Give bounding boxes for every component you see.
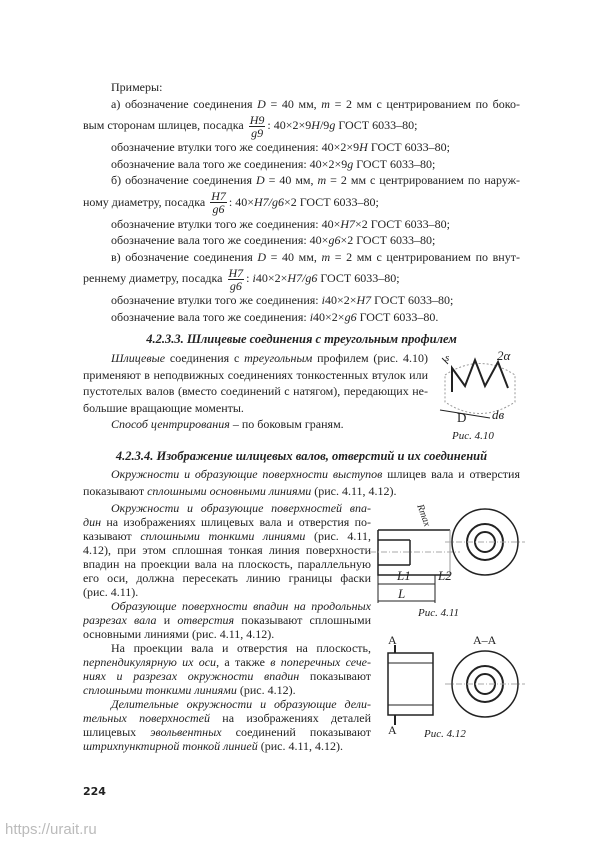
text-segment: большие вращающие моменты. <box>83 400 244 415</box>
text-line <box>83 249 520 266</box>
text-segment: его оси, должна пересекать линию границы фаски <box>83 571 371 585</box>
text-segment: пустотелых валов (вместо соединений с натягом), передающих не- <box>83 384 428 398</box>
text-line <box>83 216 520 233</box>
text-segment: показывают сплошными <box>234 613 371 627</box>
text-segment: а) обозначение соединения <box>111 96 258 111</box>
text-segment: отверстия <box>177 613 235 627</box>
text-segment: D <box>257 96 266 111</box>
figure-4-12-drawing <box>385 645 555 725</box>
text-segment: эвольвентных <box>150 725 222 739</box>
text-segment: D <box>255 173 265 187</box>
text-segment: H7/g6 <box>253 194 284 209</box>
figure-4-11-label-L1: L1 <box>397 568 411 583</box>
text-line <box>83 529 371 543</box>
text-line <box>83 466 520 483</box>
text-line <box>83 383 428 400</box>
text-line <box>83 416 428 433</box>
text-segment: (рис. 4.11, 4.12). <box>311 483 397 498</box>
figure-4-12-label-a-top: A <box>388 633 397 647</box>
text-segment: перпендикулярную их оси <box>83 655 217 669</box>
text-segment: ГОСТ 6033–80; <box>367 140 450 154</box>
figure-4-12-label-a-bottom: A <box>388 723 397 737</box>
text-segment: ГОСТ 6033–80; <box>353 156 436 171</box>
text-segment: : 40× <box>228 194 254 209</box>
text-segment: g6 <box>344 309 357 324</box>
text-segment: 40×2× <box>255 271 288 285</box>
text-segment: (рис. 4.12). <box>236 683 296 697</box>
text-line <box>83 350 428 367</box>
text-line <box>83 501 371 515</box>
text-segment: сплошными тонкими линиями <box>140 529 306 543</box>
text-line <box>83 232 520 249</box>
text-segment: профилем (рис. 4.10) <box>312 351 428 365</box>
text-segment: казывают <box>83 529 141 543</box>
text-line <box>83 613 371 627</box>
text-segment: m <box>321 96 330 111</box>
text-segment: H <box>359 140 368 154</box>
text-segment: Окружности и образующие поверхностей впа- <box>111 501 371 515</box>
text-segment: = 40 мм, <box>264 173 318 187</box>
text-segment: обозначение втулки того же соединения: 40× <box>111 216 341 231</box>
text-segment: Делительные окружности и образующие дели- <box>111 697 371 711</box>
text-segment: – по боковым граням. <box>229 417 344 431</box>
text-segment: : <box>246 271 253 285</box>
text-segment: шлицевых <box>83 725 151 739</box>
text-segment: на изображениях шлицевых вала и отверстия по- <box>101 515 371 529</box>
figure-4-10-label-dv: dв <box>492 407 505 422</box>
figure-4-10-label-D: D <box>457 410 467 425</box>
text-line <box>83 292 520 309</box>
text-segment: обозначение втулки того же соединения: <box>111 293 322 307</box>
fraction-denominator: g6 <box>229 278 242 293</box>
text-line <box>83 309 520 326</box>
figure-4-11-label-rmax: Rmax <box>414 502 433 529</box>
text-line <box>83 79 520 96</box>
text-segment: сплошными тонкими линиями <box>83 683 237 697</box>
text-segment: i <box>252 271 256 285</box>
text-line <box>83 599 371 613</box>
fraction-numerator: H7 <box>228 265 244 280</box>
text-line <box>83 571 371 585</box>
section-4-2-3-3-text <box>83 350 428 433</box>
text-line <box>83 711 371 725</box>
text-segment: ниях и разрезах окружности впадин <box>83 669 300 683</box>
text-segment: g <box>347 156 354 171</box>
text-line <box>83 697 371 711</box>
text-segment: H7 <box>340 216 356 231</box>
text-segment: g6 <box>328 233 341 247</box>
text-line <box>83 515 371 529</box>
figure-4-11-label-L2: L2 <box>438 568 452 583</box>
text-segment: (рис. 4.11). <box>83 585 139 599</box>
text-segment: i <box>309 309 314 324</box>
text-segment: , а также <box>216 655 271 669</box>
text-segment: m <box>317 173 327 187</box>
text-segment: : 40×2×9 <box>267 118 312 132</box>
fraction-denominator: g9 <box>251 125 264 140</box>
text-segment: m <box>321 249 331 264</box>
text-line <box>83 739 371 753</box>
watermark-url: https://urait.ru <box>5 821 97 838</box>
text-segment: штрихпунктирной тонкой линией <box>83 739 258 753</box>
figure-4-11-drawing <box>370 495 550 605</box>
text-segment: Образующие поверхности впадин на продольных <box>111 599 371 613</box>
text-segment: ×2 ГОСТ 6033–80; <box>340 233 436 247</box>
text-segment: H7 <box>356 293 372 307</box>
text-line <box>83 655 371 669</box>
section-heading-4-2-3-4: 4.2.3.4. Изображение шлицевых валов, отверстий и их соединений <box>115 449 488 463</box>
text-line <box>83 112 520 139</box>
text-segment: /9 <box>319 118 330 132</box>
text-line <box>83 265 520 292</box>
text-segment: 40×2× <box>324 293 357 307</box>
figure-4-11-caption: Рис. 4.11 <box>418 607 460 619</box>
text-segment: сплошными основными линиями <box>147 483 312 498</box>
text-segment: вым сторонам шлицев, посадка <box>83 118 247 132</box>
text-segment: Шлицевые <box>111 351 166 365</box>
text-segment: ному диаметру, посадка <box>83 194 209 209</box>
figure-4-10-label-s: s <box>445 352 450 364</box>
text-line <box>83 641 371 655</box>
fraction <box>210 190 227 215</box>
text-segment: = 2 мм с центрированием по наруж- <box>326 173 520 187</box>
text-line <box>83 725 371 739</box>
text-segment: ×2 ГОСТ 6033–80; <box>355 216 450 231</box>
text-segment: = 2 мм с центрированием по внут- <box>330 249 520 264</box>
text-segment: треугольным <box>244 351 313 365</box>
text-segment: соединения с <box>165 351 245 365</box>
text-segment: 40×2× <box>313 309 345 324</box>
text-segment: показывают <box>299 669 371 683</box>
text-segment: i <box>321 293 325 307</box>
text-line <box>83 96 520 113</box>
text-line <box>83 585 371 599</box>
text-segment: шлицев вала и отверстия <box>382 467 520 481</box>
text-segment: ГОСТ 6033–80; <box>317 271 400 285</box>
text-line <box>83 669 371 683</box>
figure-4-10-caption: Рис. 4.10 <box>452 430 494 442</box>
text-segment: (рис. 4.11, <box>305 529 371 543</box>
text-segment: обозначение вала того же соединения: <box>111 309 310 324</box>
text-line <box>83 156 520 173</box>
text-line <box>83 627 371 641</box>
page-number: 224 <box>83 785 106 798</box>
figure-4-12-label-section: A–A <box>473 633 497 647</box>
text-segment: (рис. 4.11, 4.12). <box>257 739 343 753</box>
text-segment: = 2 мм с центрированием по боко- <box>329 96 520 111</box>
text-segment: ×2 ГОСТ 6033–80; <box>283 194 379 209</box>
text-segment: ГОСТ 6033–80; <box>335 118 418 132</box>
text-line <box>83 543 371 557</box>
figure-4-12-caption: Рис. 4.12 <box>424 728 466 740</box>
text-line <box>83 557 371 571</box>
text-segment: показывают <box>83 483 148 498</box>
text-segment: Окружности и образующие поверхности выступов <box>111 467 383 481</box>
text-segment: применяют в неподвижных соединениях тонкостенных втулок или <box>83 367 428 382</box>
text-segment: в) обозначение соединения <box>111 249 258 264</box>
text-line <box>83 189 520 216</box>
text-segment: H <box>311 118 320 132</box>
text-segment: б) обозначение соединения <box>111 173 256 187</box>
text-segment: и <box>156 613 178 627</box>
text-line <box>83 683 371 697</box>
text-segment: ГОСТ 6033–80; <box>371 293 454 307</box>
text-segment: в поперечных сече- <box>270 655 371 669</box>
text-segment: впадин на проекции вала на плоскость, параллельную <box>83 557 371 571</box>
text-segment: дин <box>83 515 102 529</box>
figure-4-10-label-angle: 2α <box>497 348 511 363</box>
section-4-2-3-4-column <box>83 501 371 753</box>
text-segment: g <box>329 118 336 132</box>
text-segment: D <box>257 249 267 264</box>
text-segment: ГОСТ 6033–80. <box>356 309 439 324</box>
text-segment: Примеры: <box>111 80 163 94</box>
text-line <box>83 139 520 156</box>
examples-block <box>83 79 520 325</box>
text-segment: = 40 мм, <box>266 249 322 264</box>
text-line <box>83 400 428 417</box>
fraction-denominator: g6 <box>212 202 225 217</box>
text-segment: тельных поверхностей <box>83 711 210 725</box>
text-segment: обозначение вала того же соединения: 40× <box>111 233 329 247</box>
fraction <box>228 267 245 292</box>
text-segment: H7/g6 <box>287 271 318 285</box>
text-segment: разрезах вала <box>83 613 157 627</box>
fraction-numerator: H7 <box>211 189 226 204</box>
fraction-numerator: H9 <box>249 112 265 127</box>
fraction <box>249 114 266 139</box>
text-segment: обозначение втулки того же соединения: 40×2×9 <box>111 140 360 154</box>
text-segment: = 40 мм, <box>265 96 322 111</box>
figure-4-11-label-L: L <box>398 586 406 601</box>
text-segment: соединений показывают <box>221 725 371 739</box>
text-segment: обозначение вала того же соединения: 40×2×9 <box>111 156 348 171</box>
text-line <box>83 172 520 189</box>
section-heading-4-2-3-3: 4.2.3.3. Шлицевые соединения с треугольным профилем <box>146 332 457 346</box>
text-segment: На проекции вала и отверстия на плоскость, <box>111 641 371 655</box>
text-line <box>83 367 428 384</box>
text-segment: на изображениях деталей <box>210 711 371 725</box>
text-segment: основными линиями (рис. 4.11, 4.12). <box>83 627 275 641</box>
text-segment: Способ центрирования <box>111 417 230 431</box>
text-segment: 4.12), при этом сплошная тонкая линия поверхности <box>83 543 371 557</box>
text-segment: реннему диаметру, посадка <box>83 271 226 285</box>
